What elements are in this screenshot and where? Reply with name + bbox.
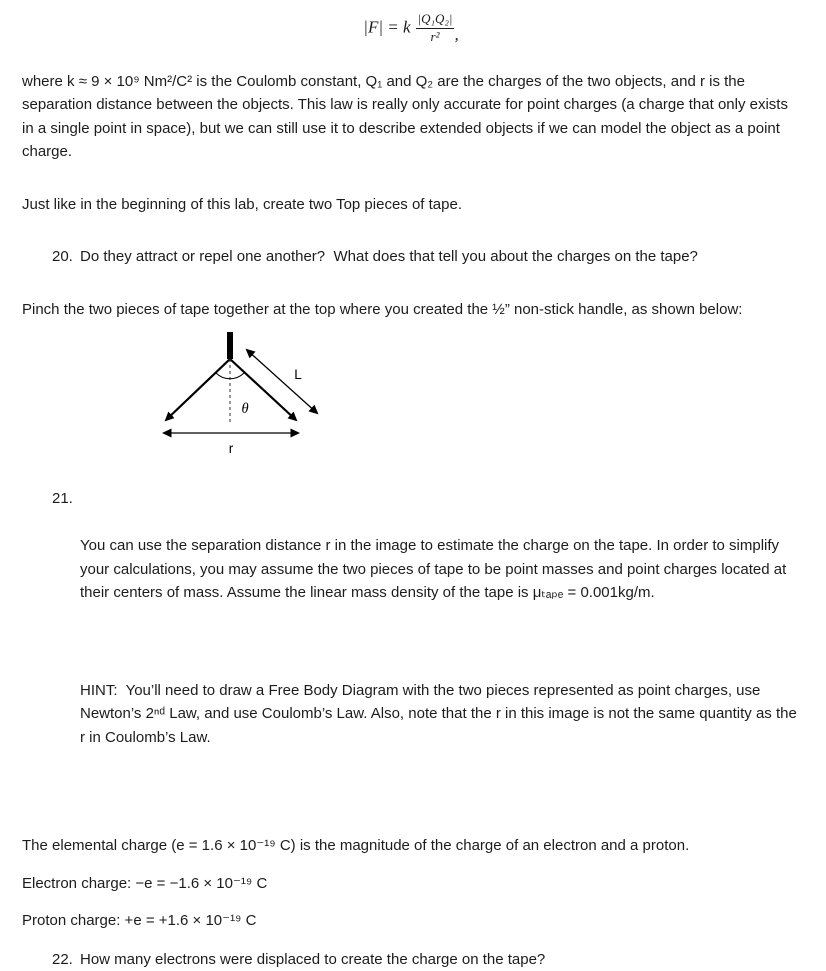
formula-numerator: |Q₁Q₂| xyxy=(416,12,455,29)
line-electron-charge: Electron charge: −e = −1.6 × 10⁻¹⁹ C xyxy=(22,874,268,892)
line-proton-charge: Proton charge: +e = +1.6 × 10⁻¹⁹ C xyxy=(22,912,257,930)
angle-label: θ xyxy=(241,401,249,418)
question-21-body: You can use the separation distance r in the image to estimate the charge on the tape. In order to simplify your calculations, you may assume the two pieces of tape to be point masses and point charges located at their centers of mass. Assume the linear mass density of the tape is μₜₐₚₑ = 0.001kg/m. xyxy=(80,537,791,602)
tape-angle-diagram-svg xyxy=(150,329,365,463)
formula-denominator: r² xyxy=(430,28,440,44)
left-tape-line xyxy=(166,359,230,420)
paragraph-coulomb-constant: where k ≈ 9 × 10⁹ Nm²/C² is the Coulomb constant, Q₁ and Q₂ are the charges of the two objects, and r is the separation distance between the objects. This law is really only accurate for point charges (a charge that only exists in a single point in space), but we can still use it to describe extended objects if we can model the object as a point charge. xyxy=(22,72,793,161)
question-22 xyxy=(52,948,800,971)
question-21-number: 21. xyxy=(52,490,73,508)
paragraph-create-tape: Just like in the beginning of this lab, create two Top pieces of tape. xyxy=(22,195,462,213)
question-21 xyxy=(52,487,800,796)
question-21-hint: HINT: You’ll need to draw a Free Body Diagram with the two pieces represented as point charges, use Newton’s 2ⁿᵈ Law, and use Coulomb’s Law. Also, note that the r in this image is not the same quantity as the r in Coulomb’s Law. xyxy=(80,681,802,746)
question-20-text: Do they attract or repel one another? What does that tell you about the charges on the tape? xyxy=(80,248,698,266)
paragraph-elemental-charge: The elemental charge (e = 1.6 × 10⁻¹⁹ C) is the magnitude of the charge of an electron and a proton. xyxy=(22,837,690,855)
question-22-number: 22. xyxy=(52,950,73,968)
question-21-text xyxy=(80,487,800,796)
coulomb-law-formula xyxy=(22,12,800,45)
length-dimension-arrow xyxy=(247,350,317,413)
question-22-text: How many electrons were displaced to create the charge on the tape? xyxy=(80,950,546,968)
formula-lhs: |F| = k xyxy=(363,17,411,37)
tape-angle-diagram xyxy=(150,329,800,467)
separation-label: r xyxy=(228,441,234,457)
length-label: L xyxy=(294,367,302,383)
paragraph-pinch-tape: Pinch the two pieces of tape together at the top where you created the ½” non-stick handle, as shown below: xyxy=(22,300,743,318)
formula-comma: , xyxy=(454,25,459,45)
formula-fraction xyxy=(416,12,455,45)
question-20-number: 20. xyxy=(52,248,73,266)
right-tape-line xyxy=(230,359,296,420)
question-20 xyxy=(52,245,800,269)
